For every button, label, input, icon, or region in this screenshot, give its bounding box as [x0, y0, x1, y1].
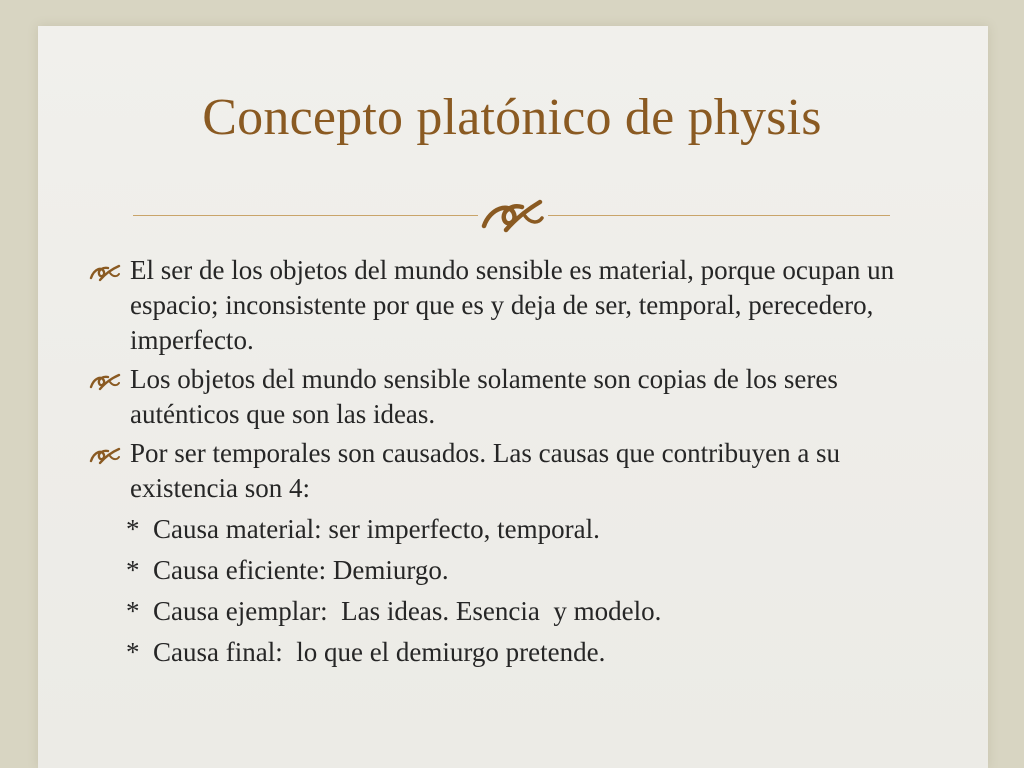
sub-item: * Causa final: lo que el demiurgo pretende.	[126, 637, 606, 667]
bullet-item	[88, 362, 948, 432]
sub-item: * Causa ejemplar: Las ideas. Esencia y modelo.	[126, 596, 662, 626]
curl-ornament-icon	[88, 445, 122, 465]
curl-ornament-icon	[88, 262, 122, 282]
sub-item: * Causa eficiente: Demiurgo.	[126, 555, 449, 585]
bullet-text: El ser de los objetos del mundo sensible es material, porque ocupan un espacio; inconsistente por que es y deja de ser, temporal, perecedero, imperfecto.	[130, 255, 895, 355]
bullet-text: Los objetos del mundo sensible solamente son copias de los seres auténticos que son las ideas.	[130, 364, 838, 429]
slide-title: Concepto platónico de physis	[202, 89, 822, 146]
bullet-item	[88, 253, 948, 358]
slide-content	[88, 253, 948, 674]
sub-item: * Causa material: ser imperfecto, temporal.	[126, 514, 600, 544]
bullet-text: Por ser temporales son causados. Las causas que contribuyen a su existencia son 4:	[130, 438, 841, 503]
title-divider-left	[133, 215, 478, 216]
curl-ornament-icon	[480, 194, 546, 234]
title-divider-right	[548, 215, 890, 216]
bullet-item	[88, 436, 948, 506]
curl-ornament-icon	[88, 371, 122, 391]
